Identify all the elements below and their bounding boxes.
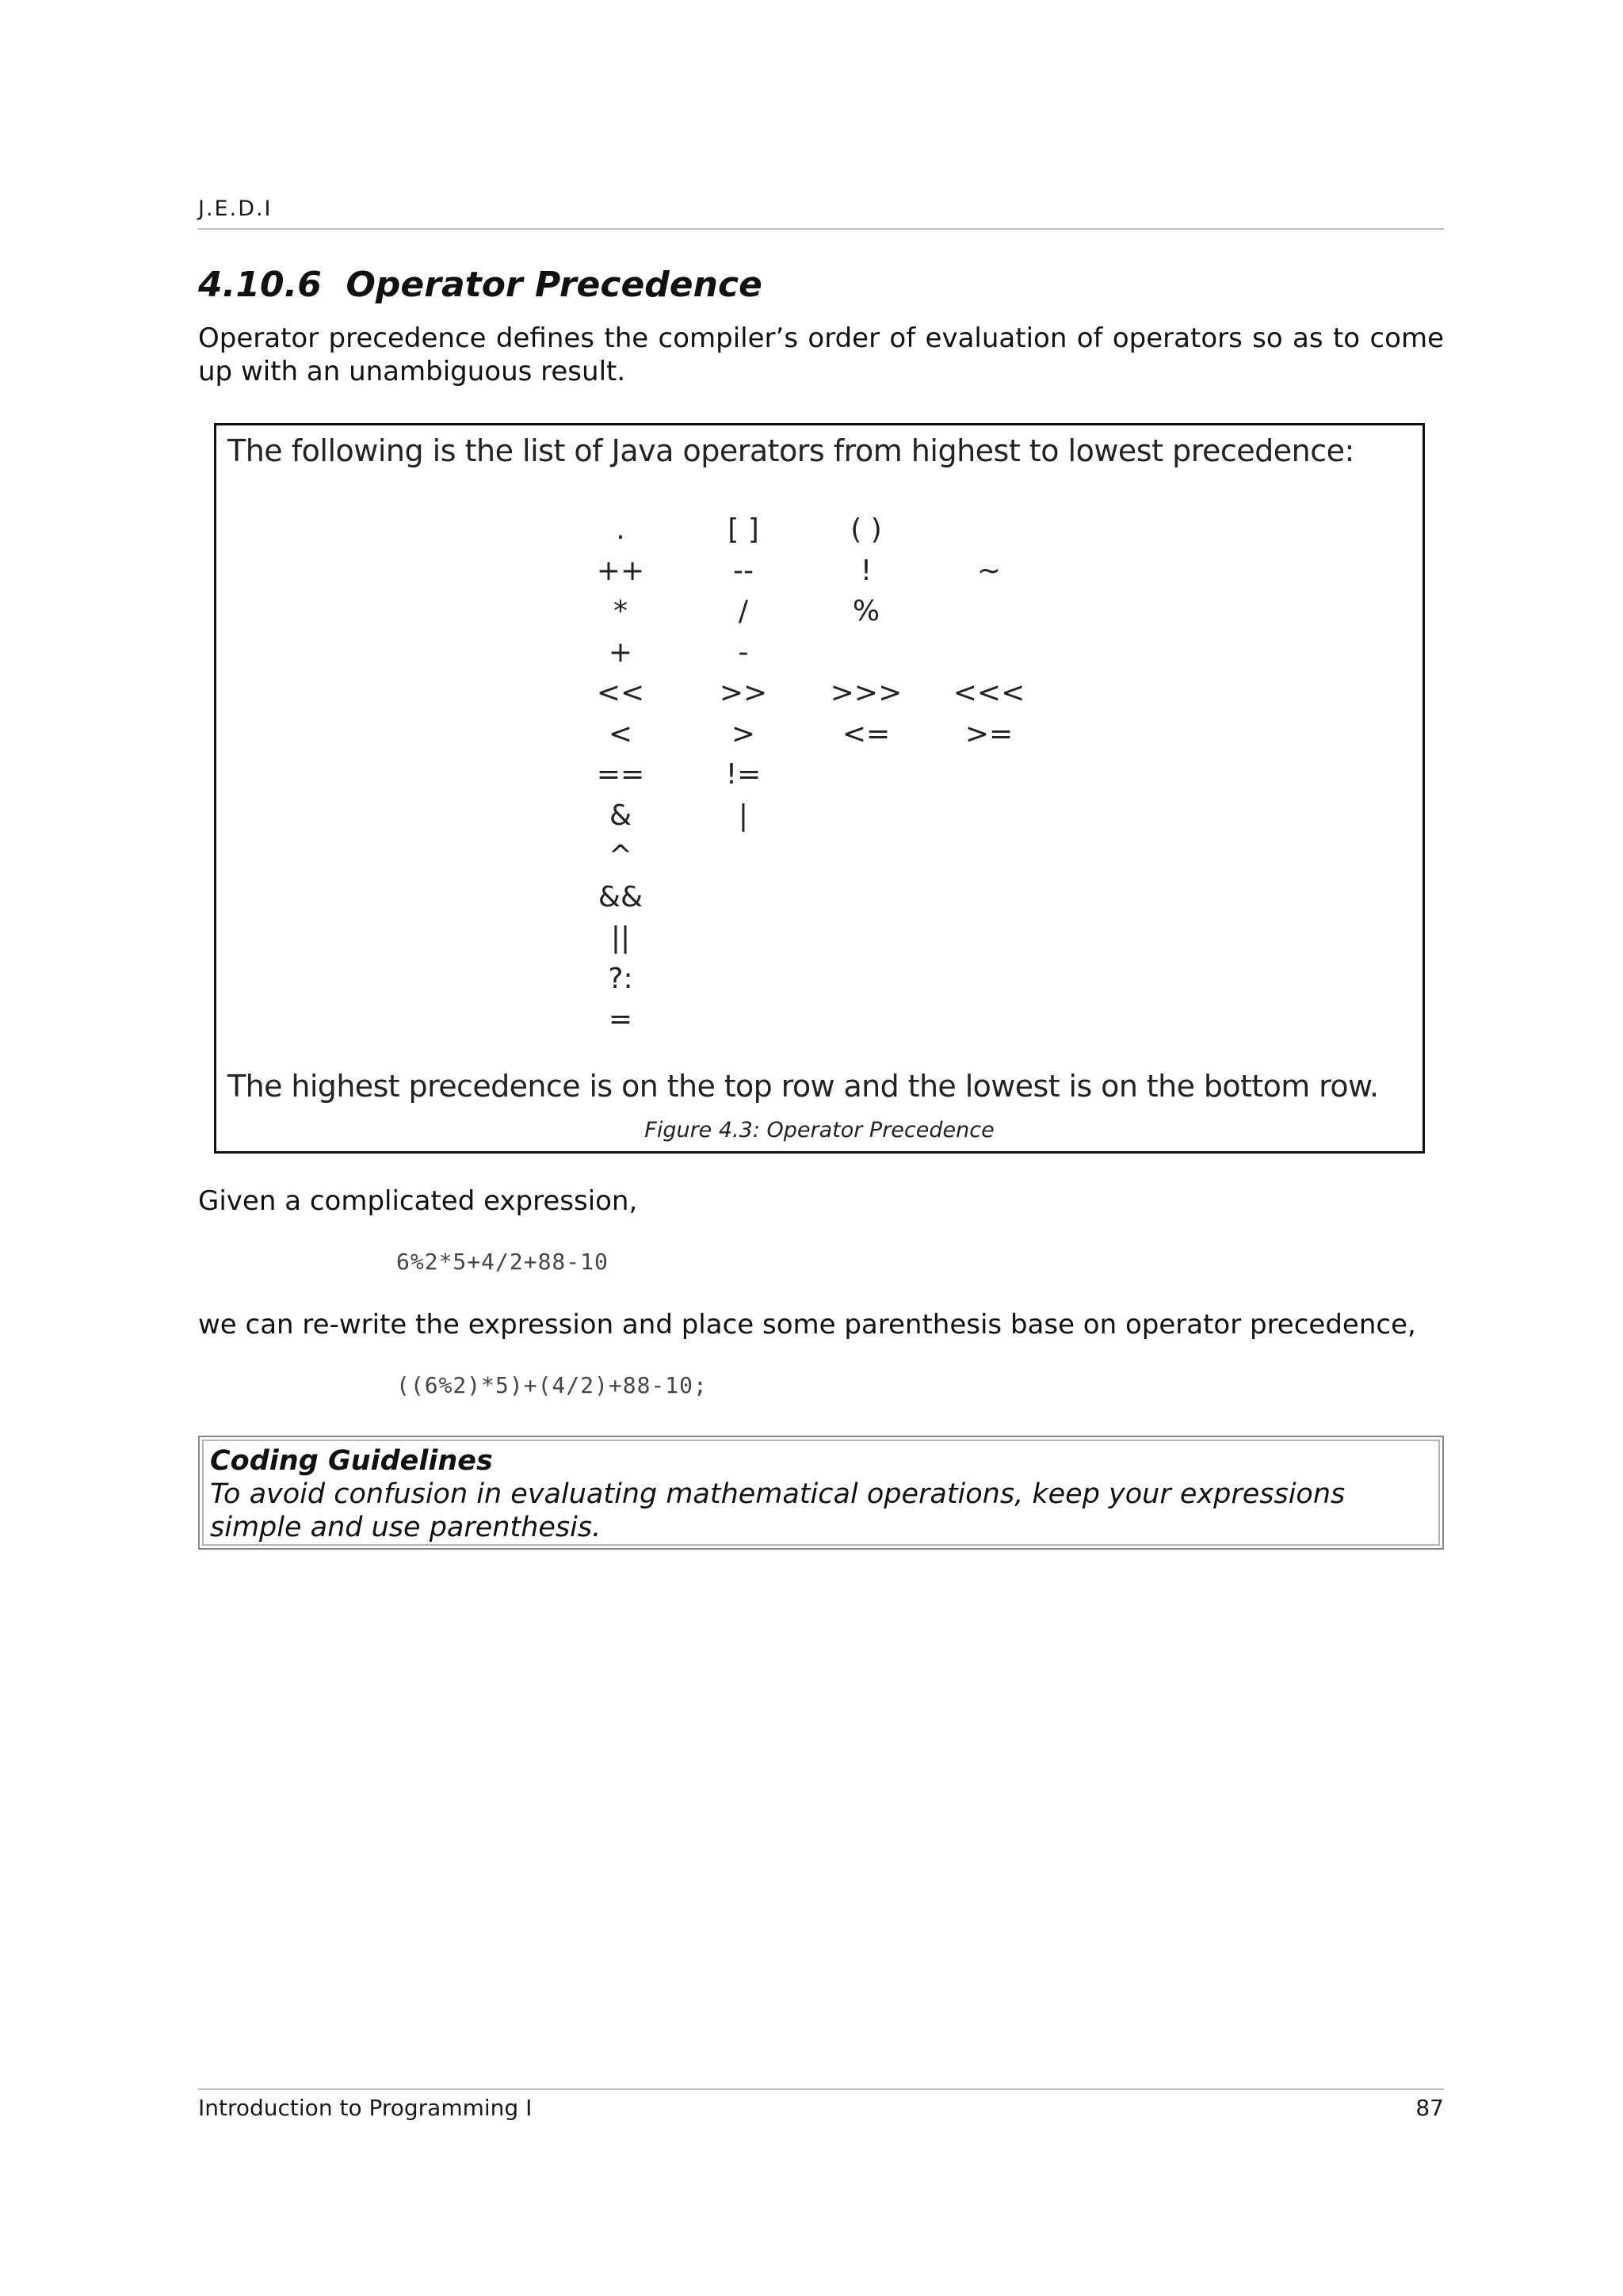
operator-cell: >> xyxy=(719,677,768,709)
figure-bottom-text: The highest precedence is on the top row and the lowest is on the bottom row. xyxy=(227,1069,1379,1104)
operator-cell: -- xyxy=(733,554,754,587)
expression-1: 6%2*5+4/2+88-10 xyxy=(396,1249,609,1275)
operator-cell: > xyxy=(731,717,756,750)
intro-paragraph: Operator precedence defines the compiler’s order of evaluation of operators so as to come up with an unambiguous result. xyxy=(198,322,1444,387)
operator-cell: <<< xyxy=(953,677,1025,709)
operator-cell: != xyxy=(725,758,762,791)
operator-cell: % xyxy=(852,595,880,627)
operator-cell: * xyxy=(613,595,628,627)
section-title: 4.10.6 Operator Precedence xyxy=(198,265,762,305)
guidelines-title: Coding Guidelines xyxy=(210,1445,493,1477)
operator-cell: << xyxy=(596,677,645,709)
operator-cell: = xyxy=(608,1003,633,1035)
given-text: Given a complicated expression, xyxy=(198,1185,638,1217)
figure-top-text: The following is the list of Java operators from highest to lowest precedence: xyxy=(227,433,1354,468)
operator-cell: || xyxy=(610,921,631,954)
expression-2: ((6%2)*5)+(4/2)+88-10; xyxy=(396,1372,708,1398)
operator-cell: == xyxy=(596,758,645,791)
operator-cell: ++ xyxy=(596,554,645,587)
operator-cell: + xyxy=(608,635,633,669)
operator-cell: ~ xyxy=(976,554,1002,587)
guidelines-text: To avoid confusion in evaluating mathematical operations, keep your expressions simple and use parenthesis. xyxy=(210,1478,1346,1543)
operator-cell: & xyxy=(609,799,632,832)
operator-cell: ( ) xyxy=(850,513,882,546)
rewrite-text: we can re-write the expression and place some parenthesis base on operator precedence, xyxy=(198,1309,1416,1341)
operator-cell: <= xyxy=(842,717,891,750)
operator-cell: < xyxy=(608,717,633,750)
operator-figure xyxy=(214,423,1425,1154)
operator-cell: - xyxy=(738,635,749,669)
page-number: 87 xyxy=(1415,2095,1444,2121)
footer-title: Introduction to Programming I xyxy=(198,2095,533,2121)
figure-caption: Figure 4.3: Operator Precedence xyxy=(644,1118,995,1142)
footer-rule xyxy=(198,2088,1444,2090)
operator-cell: . xyxy=(616,513,625,546)
header-label: J.E.D.I xyxy=(198,196,273,221)
header-rule xyxy=(198,228,1444,230)
operator-cell: ?: xyxy=(608,962,633,995)
operator-cell: >= xyxy=(964,717,1014,750)
operator-cell: | xyxy=(738,799,749,832)
coding-guidelines-inner xyxy=(202,1440,1440,1546)
operator-cell: >>> xyxy=(830,677,903,709)
operator-cell: && xyxy=(598,880,643,913)
operator-cell: ^ xyxy=(608,840,633,872)
coding-guidelines-box xyxy=(198,1436,1444,1550)
operator-cell: / xyxy=(738,595,749,627)
operator-cell: ! xyxy=(860,554,873,587)
operator-cell: [ ] xyxy=(727,513,759,546)
